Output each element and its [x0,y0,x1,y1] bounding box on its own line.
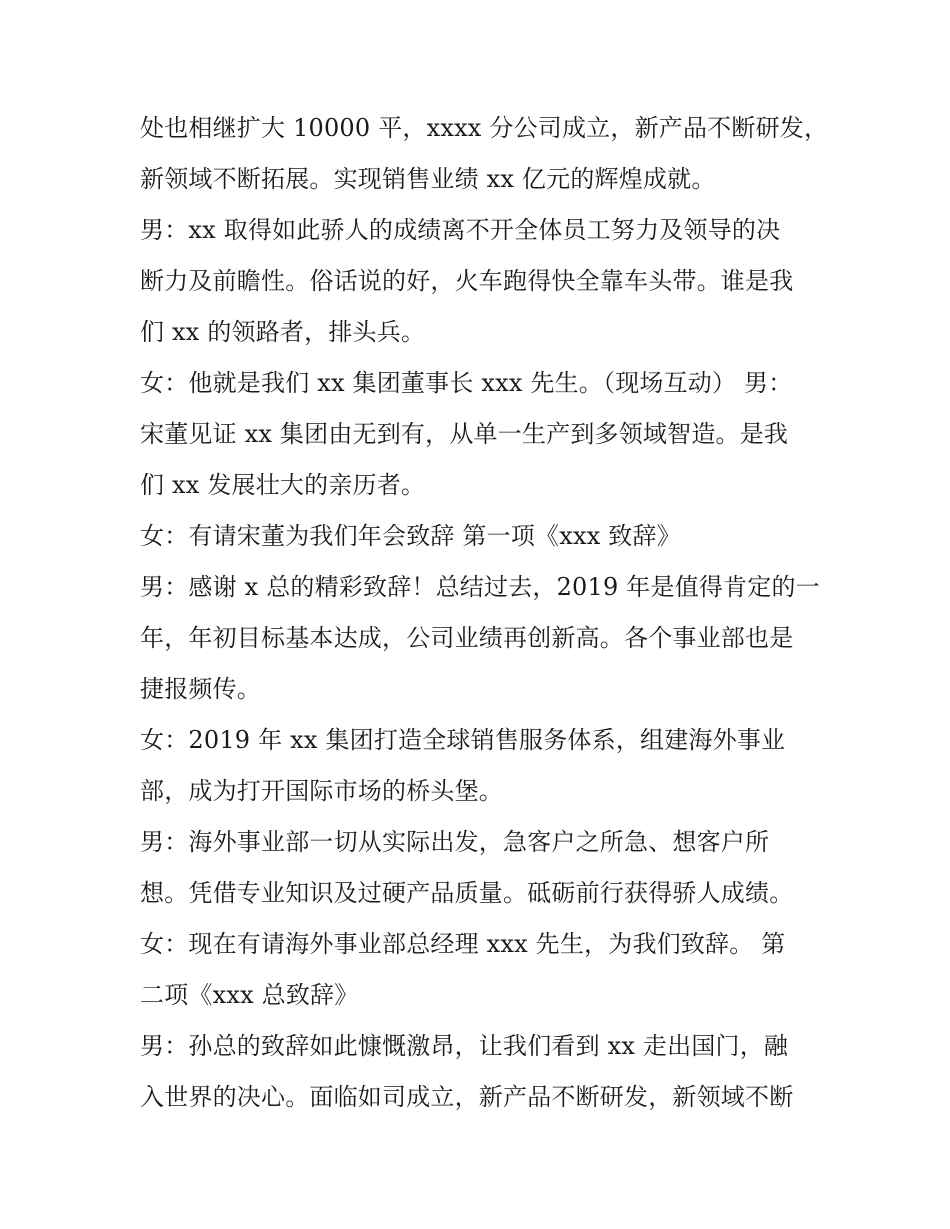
text-line: 女：有请宋董为我们年会致辞 第一项《xxx 致辞》 [140,522,681,550]
text-line: 入世界的决心。面临如司成立，新产品不断研发，新领域不断 [140,1083,794,1111]
text-line: 年，年初目标基本达成，公司业绩再创新高。各个事业部也是 [140,624,794,652]
text-line: 二项《xxx 总致辞》 [140,981,359,1009]
document-body [140,103,830,1123]
text-line: 捷报频传。 [140,675,261,703]
text-line: 男：xx 取得如此骄人的成绩离不开全体员工努力及领导的决 [140,216,781,244]
text-line: 宋董见证 xx 集团由无到有，从单一生产到多领域智造。是我 [140,420,789,448]
text-line: 男：感谢 x 总的精彩致辞！总结过去，2019 年是值得肯定的一 [140,573,820,601]
text-line: 男：海外事业部一切从实际出发，急客户之所急、想客户所 [140,828,770,856]
text-line: 女：他就是我们 xx 集团董事长 xxx 先生。（现场互动） 男： [140,369,793,397]
text-line: 断力及前瞻性。俗话说的好，火车跑得快全靠车头带。谁是我 [140,267,794,295]
text-line: 男：孙总的致辞如此慷慨激昂，让我们看到 xx 走出国门，融 [140,1032,789,1060]
text-line: 女：现在有请海外事业部总经理 xxx 先生，为我们致辞。 第 [140,930,786,958]
text-line: 新领域不断拓展。实现销售业绩 xx 亿元的辉煌成就。 [140,165,716,193]
text-line: 们 xx 发展壮大的亲历者。 [140,471,426,499]
text-line: 们 xx 的领路者，排头兵。 [140,318,426,346]
text-line: 想。凭借专业知识及过硬产品质量。砥砺前行获得骄人成绩。 [140,879,794,907]
text-line: 部，成为打开国际市场的桥头堡。 [140,777,503,805]
text-line: 处也相继扩大 10000 平，xxxx 分公司成立，新产品不断研发， [140,114,829,142]
text-line: 女：2019 年 xx 集团打造全球销售服务体系，组建海外事业 [140,726,786,754]
